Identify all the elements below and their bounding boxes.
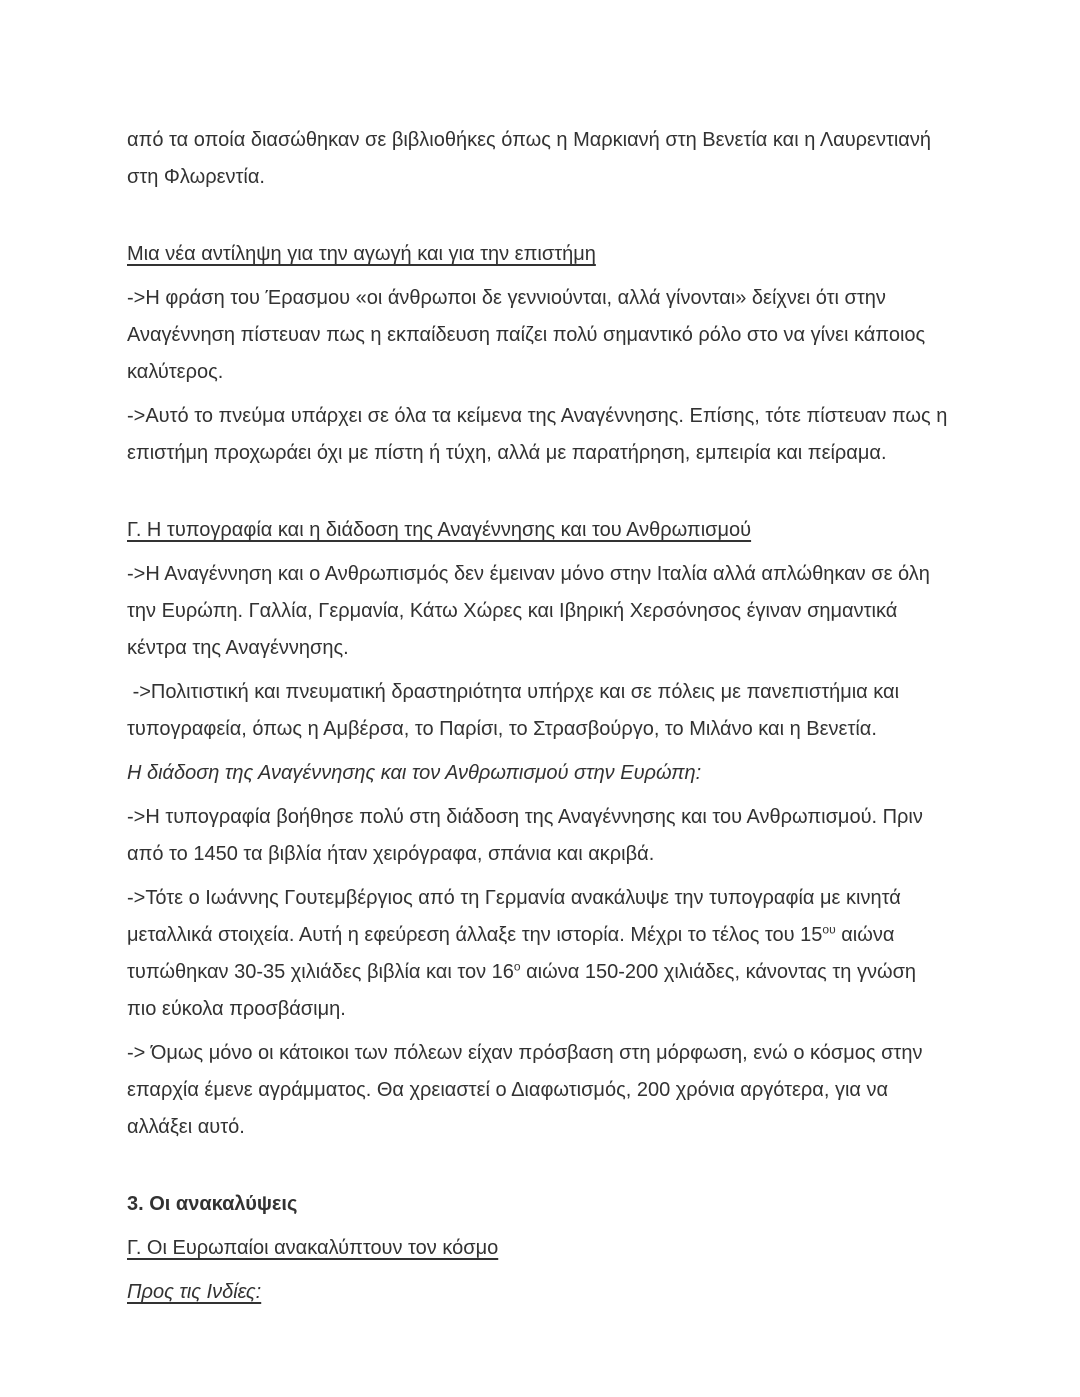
- heading-new-perception: Μια νέα αντίληψη για την αγωγή και για την επιστήμη: [127, 243, 596, 265]
- blank-line: [127, 1153, 950, 1179]
- paragraph-city-dwellers: -> Όμως μόνο οι κάτοικοι των πόλεων είχαν πρόσβαση στη μόρφωση, ενώ ο κόσμος στην επαρχία έμενε αγράμματος. Θα χρειαστεί ο Διαφωτισμός, 200 χρόνια αργότερα, για να αλλάξει αυτό.: [127, 1042, 929, 1138]
- paragraph-libraries: από τα οποία διασώθηκαν σε βιβλιοθήκες όπως η Μαρκιανή στη Βενετία και η Λαυρεντιανή στη Φλωρεντία.: [127, 129, 937, 188]
- subheading-spread-of-renaissance: Η διάδοση της Αναγέννησης και τον Ανθρωπισμού στην Ευρώπη:: [127, 762, 702, 784]
- paragraph-spread-europe: ->Η Αναγέννηση και ο Ανθρωπισμός δεν έμειναν μόνο στην Ιταλία αλλά απλώθηκαν σε όλη την Ευρώπη. Γαλλία, Γερμανία, Κάτω Χώρες και Ιβηρική Χερσόνησος έγιναν σημαντικά κέντρα της Αναγέννησης.: [127, 563, 936, 659]
- subheading-europeans-discover-world: Γ. Οι Ευρωπαίοι ανακαλύπτουν τον κόσμο: [127, 1237, 499, 1259]
- paragraph-cultural-activity: ->Πολιτιστική και πνευματική δραστηριότητα υπήρχε και σε πόλεις με πανεπιστήμια και τυπογραφεία, όπως η Αμβέρσα, το Παρίσι, το Στρασβούργο, το Μιλάνο και η Βενετία.: [127, 681, 905, 740]
- blank-line: [127, 479, 950, 505]
- gutenberg-text-part1: ->Τότε ο Ιωάννης Γουτεμβέργιος από τη Γερμανία ανακάλυψε την τυπογραφία με κινητά μεταλλικά στοιχεία. Αυτή η εφεύρεση άλλαξε την ιστορία. Μέχρι το τέλος του 15: [127, 887, 907, 946]
- paragraph-renaissance-spirit: ->Αυτό το πνεύμα υπάρχει σε όλα τα κείμενα της Αναγέννησης. Επίσης, τότε πίστευαν πως η επιστήμη προχωράει όχι με πίστη ή τύχη, αλλά με παρατήρηση, εμπειρία και πείραμα.: [127, 405, 953, 464]
- heading-typography-section: Γ. Η τυπογραφία και η διάδοση της Αναγέννησης και του Ανθρωπισμού: [127, 519, 752, 541]
- ordinal-suffix-15th: ου: [822, 922, 836, 937]
- paragraph-gutenberg: [127, 880, 950, 1028]
- paragraph-typography-helped: ->Η τυπογραφία βοήθησε πολύ στη διάδοση της Αναγέννησης και του Ανθρωπισμού. Πριν από το 1450 τα βιβλία ήταν χειρόγραφα, σπάνια και ακριβά.: [127, 806, 929, 865]
- ordinal-suffix-16th: ο: [513, 959, 521, 974]
- gutenberg-text-part2: αιώνα τυπώθηκαν 30-35 χιλιάδες βιβλία και τον 16: [127, 924, 900, 983]
- heading-discoveries: 3. Οι ανακαλύψεις: [127, 1193, 298, 1215]
- gutenberg-text-part3: αιώνα 150-200 χιλιάδες, κάνοντας τη γνώση πιο εύκολα προσβάσιμη.: [127, 961, 922, 1020]
- paragraph-erasmus-quote: ->Η φράση του Έρασμου «οι άνθρωποι δε γεννιούνται, αλλά γίνονται» δείχνει ότι στην Αναγέννηση πίστευαν πως η εκπαίδευση παίζει πολύ σημαντικό ρόλο στο να γίνει κάποιος καλύτερος.: [127, 287, 931, 383]
- subheading-towards-the-indies: Προς τις Ινδίες:: [127, 1281, 262, 1303]
- blank-line: [127, 203, 950, 229]
